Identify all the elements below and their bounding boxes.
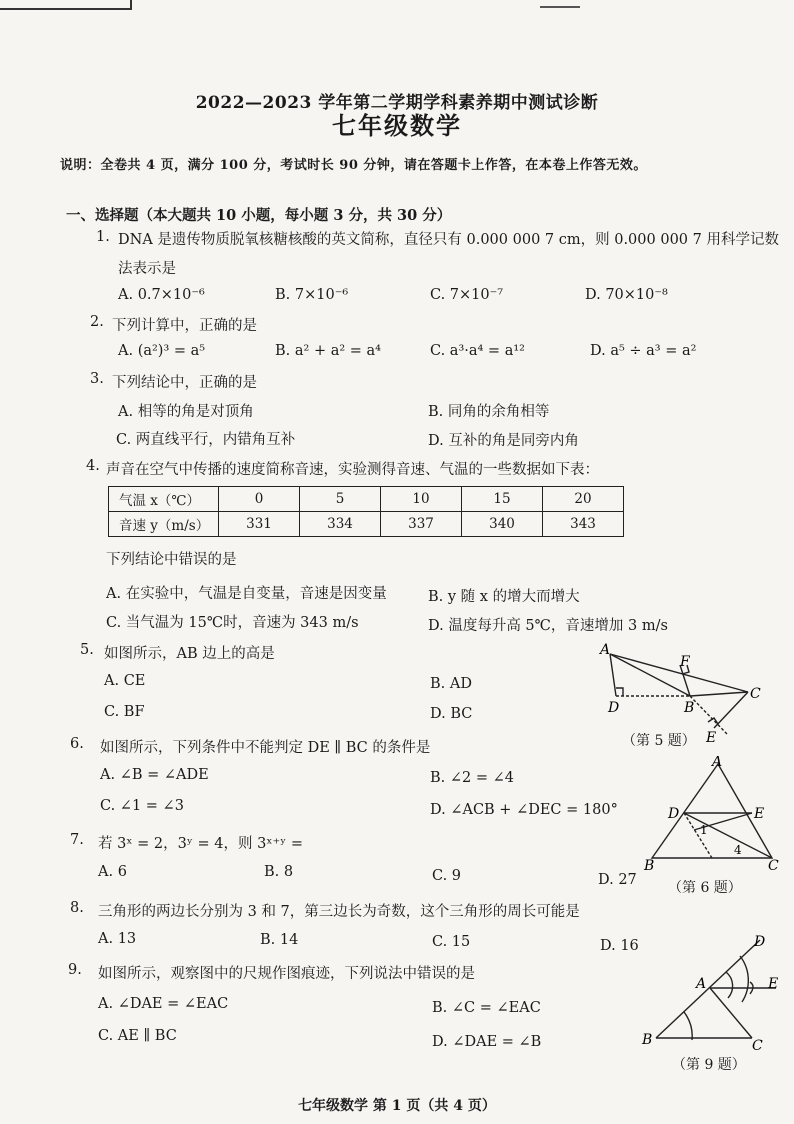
- q7-option-b: B. 8: [264, 864, 294, 880]
- q5-option-c: C. BF: [104, 704, 145, 720]
- q2-option-b: B. a² + a² = a⁴: [275, 343, 381, 359]
- q6-option-c: C. ∠1 = ∠3: [100, 798, 184, 814]
- table-cell: 15: [462, 487, 543, 512]
- exam-title: 2022—2023 学年第二学期学科素养期中测试诊断: [195, 93, 599, 113]
- q9-label-e: E: [768, 976, 779, 992]
- q4-stem: 声音在空气中传播的速度简称音速，实验测得音速、气温的一些数据如下表：: [106, 462, 599, 478]
- q9-label-b: B: [642, 1032, 653, 1048]
- q4-option-a: A. 在实验中，气温是自变量，音速是因变量: [106, 586, 387, 602]
- q2-option-d: D. a⁵ ÷ a³ = a²: [590, 343, 697, 359]
- q6-label-d: D: [668, 806, 680, 822]
- q7-option-d: D. 27: [598, 872, 637, 888]
- q6-stem: 如图所示，下列条件中不能判定 DE ∥ BC 的条件是: [100, 740, 431, 756]
- table-header-cell: 音速 y（m/s）: [109, 512, 219, 537]
- q9-option-a: A. ∠DAE = ∠EAC: [98, 996, 229, 1012]
- q2-stem: 下列计算中，正确的是: [112, 318, 257, 334]
- q4-substem: 下列结论中错误的是: [106, 552, 237, 568]
- exam-instructions: 说明：全卷共 4 页，满分 100 分，考试时长 90 分钟，请在答题卡上作答，在本卷上作答无效。: [60, 158, 647, 173]
- table-cell: 337: [381, 512, 462, 537]
- sound-speed-table: [108, 486, 624, 537]
- q6-caption: （第 6 题）: [668, 880, 742, 896]
- table-cell: 0: [219, 487, 300, 512]
- q9-label-d: D: [754, 934, 766, 950]
- q5-option-a: A. CE: [104, 673, 146, 689]
- scan-corner-mark: [0, 0, 132, 10]
- q5-option-d: D. BC: [430, 706, 473, 722]
- q5-option-b: B. AD: [430, 676, 472, 692]
- q5-label-d: D: [608, 700, 620, 716]
- q2-option-c: C. a³·a⁴ = a¹²: [430, 343, 525, 359]
- scan-edge-mark: [540, 0, 580, 8]
- q4-option-c: C. 当气温为 15℃时，音速为 343 m/s: [106, 615, 359, 631]
- q6-label-a: A: [712, 756, 723, 770]
- q6-label-c: C: [768, 858, 779, 874]
- q6-number: 6.: [70, 736, 84, 752]
- q4-option-d: D. 温度每升高 5℃，音速增加 3 m/s: [428, 618, 668, 634]
- q8-option-a: A. 13: [98, 931, 137, 947]
- q8-option-d: D. 16: [600, 938, 639, 954]
- table-cell: 331: [219, 512, 300, 537]
- section-heading: 一、选择题（本大题共 10 小题，每小题 3 分，共 30 分）: [66, 207, 452, 224]
- q9-caption: （第 9 题）: [672, 1057, 746, 1073]
- q4-option-b: B. y 随 x 的增大而增大: [428, 589, 580, 605]
- q7-option-a: A. 6: [98, 864, 127, 880]
- table-cell: 340: [462, 512, 543, 537]
- q5-number: 5.: [80, 642, 94, 658]
- q8-number: 8.: [70, 900, 84, 916]
- q6-label-e: E: [754, 806, 765, 822]
- q1-option-a: A. 0.7×10⁻⁶: [118, 287, 205, 303]
- q5-label-c: C: [750, 686, 761, 702]
- q6-option-a: A. ∠B = ∠ADE: [100, 767, 209, 783]
- q9-option-b: B. ∠C = ∠EAC: [432, 1000, 541, 1016]
- q1-option-c: C. 7×10⁻⁷: [430, 287, 504, 303]
- q3-option-d: D. 互补的角是同旁内角: [428, 433, 579, 449]
- table-cell: 334: [300, 512, 381, 537]
- table-row: [109, 487, 624, 512]
- table-row: [109, 512, 624, 537]
- q7-number: 7.: [70, 832, 84, 848]
- q3-number: 3.: [90, 371, 104, 387]
- q9-stem: 如图所示，观察图中的尺规作图痕迹，下列说法中错误的是: [98, 966, 475, 982]
- table-cell: 20: [543, 487, 624, 512]
- q6-label-b: B: [644, 858, 655, 874]
- q5-label-e: E: [706, 730, 717, 746]
- q1-option-b: B. 7×10⁻⁶: [275, 287, 349, 303]
- q6-angle-1: 1: [700, 823, 708, 837]
- q6-option-b: B. ∠2 = ∠4: [430, 770, 514, 786]
- q9-option-c: C. AE ∥ BC: [98, 1028, 177, 1044]
- q5-stem: 如图所示，AB 边上的高是: [104, 646, 275, 662]
- q1-stem: DNA 是遗传物质脱氧核糖核酸的英文简称，直径只有 0.000 000 7 cm，则 0.000 000 7 用科学记数: [118, 232, 779, 248]
- q5-label-f: F: [680, 654, 690, 670]
- q7-option-c: C. 9: [432, 868, 462, 884]
- q6-option-d: D. ∠ACB + ∠DEC = 180°: [430, 802, 618, 818]
- q5-label-a: A: [600, 642, 611, 658]
- q8-option-b: B. 14: [260, 932, 299, 948]
- q9-number: 9.: [68, 962, 82, 978]
- q1-option-d: D. 70×10⁻⁸: [585, 287, 668, 303]
- q5-caption: （第 5 题）: [622, 733, 696, 749]
- q1-number: 1.: [96, 229, 110, 245]
- q7-stem: 若 3ˣ = 2，3ʸ = 4，则 3ˣ⁺ʸ =: [98, 836, 304, 852]
- q1-stem-cont: 法表示是: [118, 261, 176, 277]
- table-cell: 5: [300, 487, 381, 512]
- q3-option-b: B. 同角的余角相等: [428, 404, 550, 420]
- table-header-cell: 气温 x（℃）: [109, 487, 219, 512]
- table-cell: 343: [543, 512, 624, 537]
- q2-number: 2.: [90, 314, 104, 330]
- q4-number: 4.: [86, 458, 100, 474]
- table-cell: 10: [381, 487, 462, 512]
- q2-option-a: A. (a²)³ = a⁵: [118, 343, 206, 359]
- q3-option-a: A. 相等的角是对顶角: [118, 404, 254, 420]
- q9-label-c: C: [752, 1038, 763, 1054]
- page-footer: 七年级数学 第 1 页（共 4 页）: [298, 1098, 496, 1114]
- q9-figure: [640, 926, 790, 1054]
- q9-label-a: A: [696, 976, 707, 992]
- q9-option-d: D. ∠DAE = ∠B: [432, 1034, 542, 1050]
- q3-stem: 下列结论中，正确的是: [112, 375, 257, 391]
- q3-option-c: C. 两直线平行，内错角互补: [116, 432, 296, 448]
- q6-figure: [642, 756, 782, 876]
- subject-title: 七年级数学: [332, 111, 462, 140]
- q8-stem: 三角形的两边长分别为 3 和 7，第三边长为奇数，这个三角形的周长可能是: [98, 904, 580, 920]
- q6-angle-4: 4: [734, 843, 742, 857]
- q5-label-b: B: [684, 700, 695, 716]
- q8-option-c: C. 15: [432, 934, 471, 950]
